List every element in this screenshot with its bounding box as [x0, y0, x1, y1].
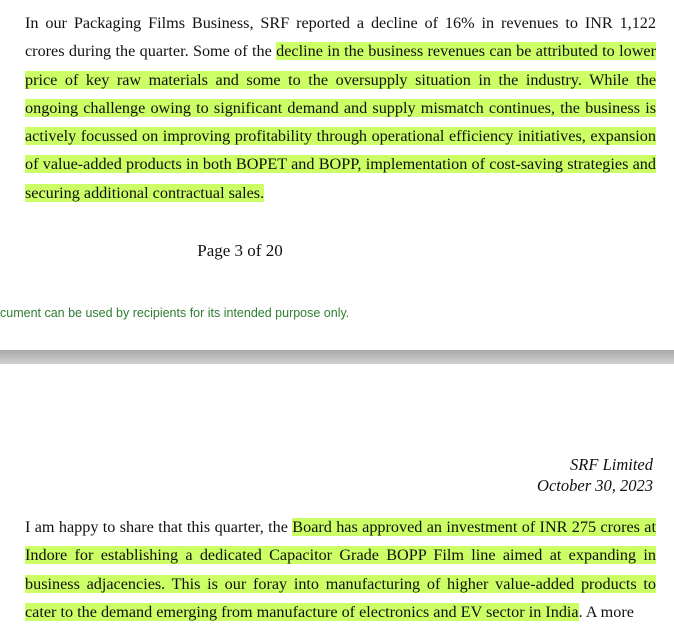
highlighted-text: Board has approved an investment of INR 275 crores at Indore for establishing a dedicated Capacitor Grade BOPP Film line aimed at expanding in business adjacencies. This is our foray into manufacturing of higher value-added products to cater to the demand emerging from manufacture of electronics and EV sector in India — [25, 518, 656, 621]
investment-paragraph — [25, 513, 656, 626]
paragraph-text: In our Packaging Films Business, SRF reported a decline of 16% in revenues to INR 1,122 crores during the quarter. Some of the — [25, 14, 656, 61]
paragraph-text: I am happy to share that this quarter, the — [25, 518, 293, 536]
page-number: Page 3 of 20 — [197, 241, 283, 260]
paragraph-text-tail: . A more — [578, 602, 634, 621]
page-separator — [0, 350, 674, 364]
letter-date: October 30, 2023 — [537, 476, 653, 495]
footer-disclaimer: cument can be used by recipients for its intended purpose only. — [0, 306, 350, 320]
highlighted-text: decline in the business revenues can be attributed to lower price of key raw materials and some to the oversupply situation in the industry. While the ongoing challenge owing to significant demand and supply mismatch continues, the business is actively focussed on improving profitability through operational efficiency initiatives, expansion of value-added products in both BOPET and BOPP, implementation of cost-saving strategies and securing additional contractual sales. — [25, 42, 656, 202]
packaging-films-paragraph — [25, 9, 656, 207]
company-name: SRF Limited — [570, 455, 653, 474]
